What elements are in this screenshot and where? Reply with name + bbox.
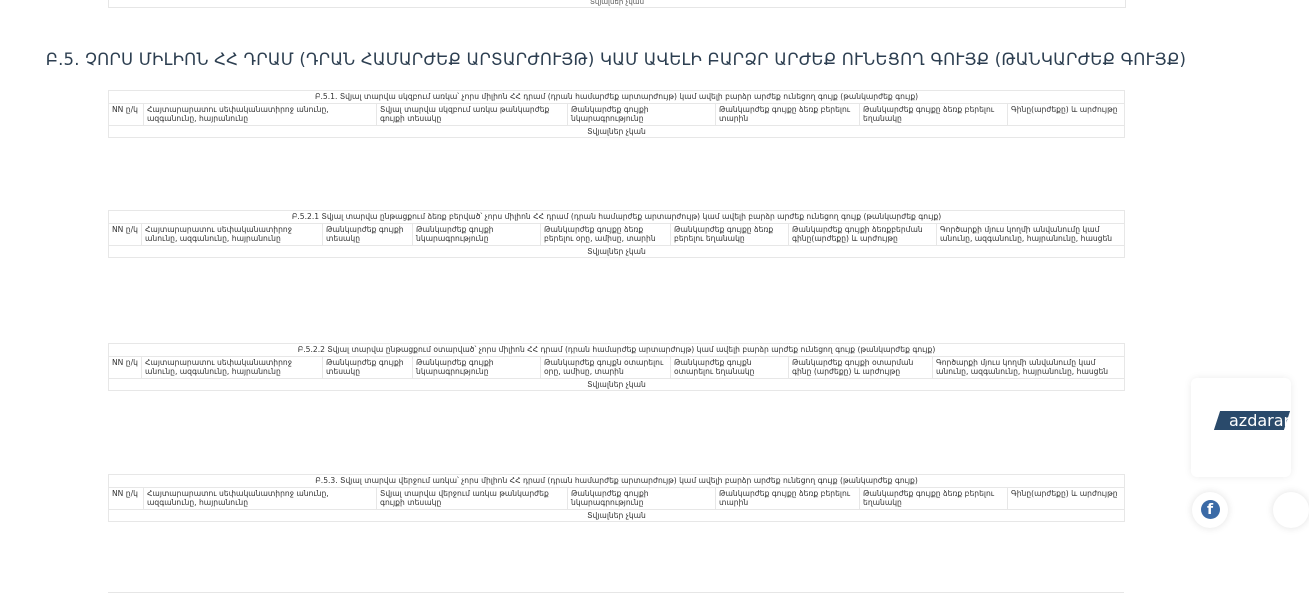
- section-title: Բ.5. ՉՈՐՍ ՄԻԼԻՈՆ ՀՀ ԴՐԱՄ (ԴՐԱՆ ՀԱՄԱՐԺԵՔ ԱՐՏԱՐԺՈՒՅԹ) ԿԱՄ ԱՎԵԼԻ ԲԱՐՁՐ ԱՐԺԵՔ ՈՒՆԵՑՈՂ ԳՈՒՅՔ (ԹԱՆԿԱՐԺԵՔ ԳՈՒՅՔ): [45, 50, 1187, 69]
- brand-logo-text: azdarar: [1229, 411, 1291, 430]
- column-header: Թանկարժեք գույքի նկարագրությունը: [413, 356, 541, 378]
- table-header-row: [109, 356, 1125, 378]
- table-header-row: [109, 487, 1125, 509]
- share-button[interactable]: [1273, 492, 1309, 528]
- column-header: NN ը/կ: [109, 356, 142, 378]
- column-header: Գինը(արժեքը) և արժույթը: [1008, 103, 1125, 125]
- column-header: Թանկարժեք գույքը ձեռք բերելու եղանակը: [860, 103, 1008, 125]
- column-header: Թանկարժեք գույքն օտարելու եղանակը: [671, 356, 789, 378]
- column-header: Հայտարարատու սեփականատիրոջ անունը, ազգանունը, հայրանունը: [144, 103, 377, 125]
- column-header: Տվյալ տարվա սկզբում առկա թանկարժեք գույքի տեսակը: [377, 103, 568, 125]
- facebook-icon: f: [1201, 500, 1220, 519]
- table-caption: Բ.5.3. Տվյալ տարվա վերջում առկա՝ չորս միլիոն ՀՀ դրամ (դրան համարժեք արտարժույթ) կամ ավելի բարձր արժեք ունեցող գույք (թանկարժեք գույք): [109, 475, 1125, 488]
- column-header: Թանկարժեք գույքի նկարագրությունը: [413, 223, 541, 245]
- column-header: Թանկարժեք գույքն օտարելու օրը, ամիսը, տարին: [541, 356, 671, 378]
- column-header: Թանկարժեք գույքի նկարագրությունը: [568, 103, 716, 125]
- column-header: Թանկարժեք գույքի տեսակը: [323, 223, 413, 245]
- column-header: Թանկարժեք գույքը ձեռք բերելու տարին: [716, 487, 860, 509]
- previous-table-empty-text: Տվյալներ չկան: [589, 0, 645, 6]
- column-header: Հայտարարատու սեփականատիրոջ անունը, ազգանունը, հայրանունը: [144, 487, 377, 509]
- column-header: Թանկարժեք գույքը ձեռք բերելու եղանակը: [671, 223, 789, 245]
- table-caption: Բ.5.2.1 Տվյալ տարվա ընթացքում ձեռք բերված՝ չորս միլիոն ՀՀ դրամ (դրան համարժեք արտարժույթ) կամ ավելի բարձր արժեք ունեցող գույք (թանկարժեք գույք): [109, 211, 1125, 224]
- column-header: Տվյալ տարվա վերջում առկա թանկարժեք գույքի տեսակը: [377, 487, 568, 509]
- table-header-row: [109, 223, 1125, 245]
- column-header: Թանկարժեք գույքի ձեռքբերման գինը(արժեքը) և արժույթը: [789, 223, 937, 245]
- previous-table-empty-row: [108, 0, 1126, 8]
- empty-row-text: Տվյալներ չկան: [109, 245, 1125, 258]
- empty-row-text: Տվյալներ չկան: [109, 378, 1125, 391]
- column-header: Թանկարժեք գույքը ձեռք բերելու օրը, ամիսը, տարին: [541, 223, 671, 245]
- table-caption: Բ.5.1. Տվյալ տարվա սկզբում առկա՝ չորս միլիոն ՀՀ դրամ (դրան համարժեք արտարժույթ) կամ ավելի բարձր արժեք ունեցող գույք (թանկարժեք գույք): [109, 91, 1125, 104]
- table-b522: [108, 343, 1125, 391]
- column-header: Հայտարարատու սեփականատիրոջ անունը, ազգանունը, հայրանունը: [142, 356, 323, 378]
- table-b51: [108, 90, 1125, 138]
- table-header-row: [109, 103, 1125, 125]
- column-header: Գործարքի մյուս կողմի անվանումը կամ անունը, ազգանունը, հայրանունը, հասցեն: [933, 356, 1125, 378]
- column-header: Թանկարժեք գույքի օտարման գինը (արժեքը) և արժույթը: [789, 356, 933, 378]
- column-header: NN ը/կ: [109, 487, 144, 509]
- column-header: Թանկարժեք գույքը ձեռք բերելու տարին: [716, 103, 860, 125]
- column-header: Հայտարարատու սեփականատիրոջ անունը, ազգանունը, հայրանունը: [142, 223, 323, 245]
- column-header: Գործարքի մյուս կողմի անվանումը կամ անունը, ազգանունը, հայրանունը, հասցեն: [937, 223, 1125, 245]
- column-header: Թանկարժեք գույքը ձեռք բերելու եղանակը: [860, 487, 1008, 509]
- empty-row-text: Տվյալներ չկան: [109, 125, 1125, 138]
- column-header: NN ը/կ: [109, 103, 144, 125]
- table-b521: [108, 210, 1125, 258]
- column-header: Թանկարժեք գույքի նկարագրությունը: [568, 487, 716, 509]
- table-b53: [108, 474, 1125, 522]
- column-header: Գինը(արժեքը) և արժույթը: [1008, 487, 1125, 509]
- column-header: Թանկարժեք գույքի տեսակը: [323, 356, 413, 378]
- empty-row-text: Տվյալներ չկան: [109, 509, 1125, 522]
- column-header: NN ը/կ: [109, 223, 142, 245]
- table-caption: Բ.5.2.2 Տվյալ տարվա ընթացքում օտարված՝ չորս միլիոն ՀՀ դրամ (դրան համարժեք արտարժույթ) կամ ավելի բարձր արժեք ունեցող գույք (թանկարժեք գույք): [109, 344, 1125, 357]
